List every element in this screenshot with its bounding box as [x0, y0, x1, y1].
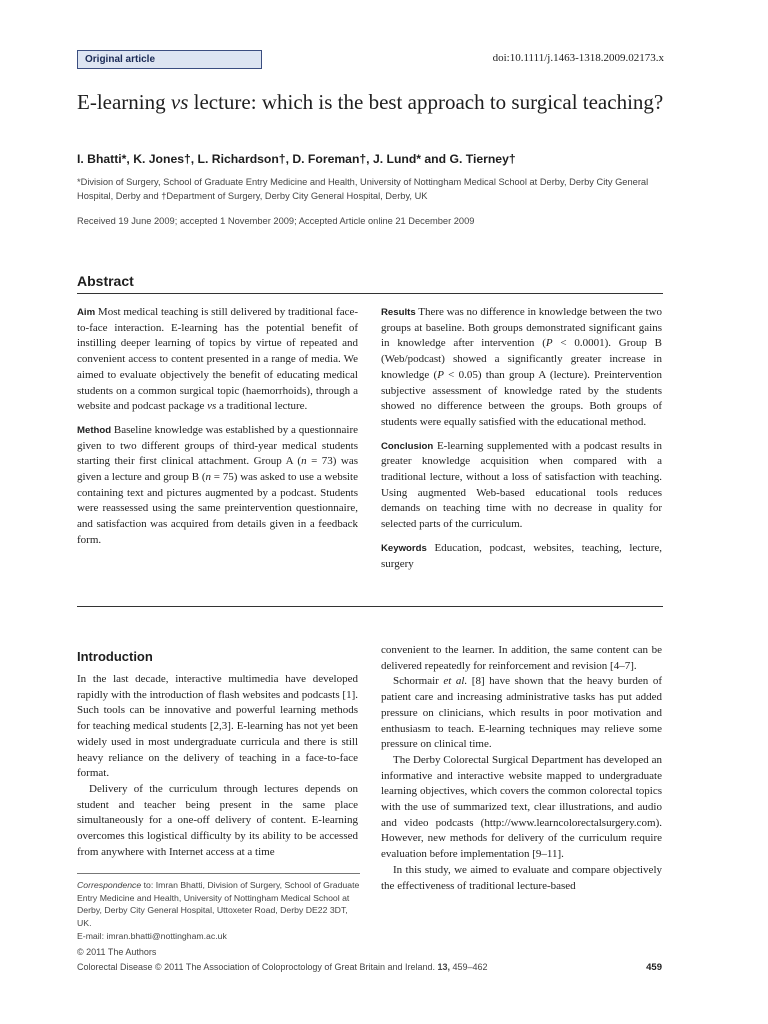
intro-paragraph-5: The Derby Colorectal Surgical Department has developed an informative and interactive website mapped to undergraduate learning objectives, which covers the common colorectal topics with the use of summarized text, clear illustrations, and audio and video podcasts (http://www.learncolorectalsurgery.com). However, new methods for delivery of the curriculum require evaluation before implementation [9–11]. — [381, 753, 662, 861]
received-dates: Received 19 June 2009; accepted 1 November 2009; Accepted Article online 21 December 2009 — [77, 216, 475, 226]
abstract-keywords — [381, 541, 662, 572]
results-text-mid: < 0.0001). Group B (Web/podcast) showed a significantly greater increase in knowledge ( — [381, 337, 662, 381]
doi[interactable]: doi:10.1111/j.1463-1318.2009.02173.x — [492, 52, 664, 64]
p4-text-end: [8] have shown that the heavy burden of patient care and increasing administrative tasks has put added pressure on clinicians, which results in poor motivation and enthusiasm to teach. E-learning techniques may relieve some pressure on clinical time. — [381, 675, 662, 751]
article-type-tag: Original article — [77, 50, 262, 69]
intro-paragraph-2: Delivery of the curriculum through lectures depends on student and teacher being present in the same place simultaneously for a one-off delivery of content. E-learning overcomes this logistical difficulty by its ability to be accessed from anywhere with Internet access at a time — [77, 782, 358, 858]
introduction-heading: Introduction — [77, 649, 153, 664]
abstract-conclusion — [381, 439, 662, 533]
abstract-right-column — [381, 305, 662, 580]
keywords-label: Keywords — [381, 542, 427, 554]
method-text-end: = 75) was asked to use a website containing text and pictures augmented by a podcast. Students were reassessed using the same preintervention questionnaire, and satisfaction was acquired from details given in a feedback form. — [77, 471, 358, 546]
correspondence-label: Correspondence — [77, 880, 142, 890]
p4-etal: et al. — [443, 675, 468, 688]
intro-right-column — [381, 643, 662, 894]
method-text-mid: = 73) was given a lecture and group B ( — [77, 455, 358, 484]
method-label: Method — [77, 424, 112, 436]
aim-text-end: a traditional lecture. — [216, 400, 308, 413]
keywords-text: Education, podcast, websites, teaching, lecture, surgery — [381, 541, 662, 570]
abstract-bottom-rule — [77, 606, 663, 607]
correspondence-rule — [77, 873, 360, 874]
results-text: There was no difference in knowledge between the two groups at baseline. Both groups demonstrated significant gains in knowledge after intervention ( — [381, 306, 662, 350]
title-part1: E-learning — [77, 90, 171, 114]
results-label: Results — [381, 307, 416, 318]
footer-pages: 459–462 — [450, 962, 488, 972]
correspondence-text: to: Imran Bhatti, Division of Surgery, School of Graduate Entry Medicine and Health, University of Nottingham Medical School at Derby, Derby City General Hospital, Uttoxeter Road, Derby DE22 3DT, UK. — [77, 880, 360, 929]
footer-volume: 13, — [437, 962, 451, 972]
title-part2: lecture: which is the best approach to surgical teaching? — [188, 90, 664, 114]
aim-vs: vs — [207, 400, 217, 413]
footer-journal — [77, 962, 488, 972]
article-title — [77, 90, 667, 115]
title-vs: vs — [170, 90, 189, 114]
method-n1: n — [301, 455, 307, 468]
abstract-aim — [77, 305, 358, 415]
aim-text: Most medical teaching is still delivered by traditional face-to-face interaction. E-learning has the potential benefit of instilling deeper learning of topics by virtue of repeated and convenient access to content presented in a range of media. We aimed to evaluate objectively the benefit of educating medical students on a common surgical topic (haemorrhoids), through a website and podcast package — [77, 306, 358, 413]
abstract-left-column — [77, 305, 358, 557]
conclusion-text: E-learning supplemented with a podcast results in greater knowledge acquisition when compared with a traditional lecture, without a loss of satisfaction with teaching. Using augmented Web-based educational tools reduces demands on teaching time with no decrease in quality for selected parts of the curriculum. — [381, 439, 662, 531]
correspondence-email[interactable]: E-mail: imran.bhatti@nottingham.ac.uk — [77, 930, 227, 941]
correspondence-block — [77, 879, 360, 943]
aim-label: Aim — [77, 307, 96, 318]
method-text: Baseline knowledge was established by a questionnaire given to two different groups of third-year medical students starting their first clinical attachment. Group A ( — [77, 423, 358, 468]
conclusion-label: Conclusion — [381, 440, 434, 452]
intro-left-column — [77, 672, 358, 860]
method-n2: n — [205, 471, 211, 484]
abstract-heading: Abstract — [77, 273, 134, 289]
intro-paragraph-3: convenient to the learner. In addition, the same content can be delivered repeatedly for reinforcement and revision [4–7]. — [381, 644, 662, 672]
intro-paragraph-6: In this study, we aimed to evaluate and compare objectively the effectiveness of traditional lecture-based — [381, 863, 662, 892]
intro-paragraph-1: In the last decade, interactive multimedia have developed rapidly with the introduction of flash websites and podcasts [1]. Such tools can be innovative and powerful learning methods for teaching medical students [2,3]. E-learning has not yet been widely used in most undergraduate curricula and there is still heavy reliance on the delivery of teaching in a face-to-face format. — [77, 673, 358, 780]
page-number: 459 — [646, 962, 662, 973]
results-p2: P — [437, 368, 444, 381]
results-p1: P — [545, 337, 553, 350]
abstract-method — [77, 423, 358, 549]
p4-text: Schormair — [393, 675, 444, 688]
intro-paragraph-4 — [381, 674, 662, 753]
author-list: I. Bhatti*, K. Jones†, L. Richardson†, D. Foreman†, J. Lund* and G. Tierney† — [77, 152, 516, 166]
footer-journal-text: Colorectal Disease © 2011 The Association of Coloproctology of Great Britain and Ireland. — [77, 962, 438, 972]
footer-copyright: © 2011 The Authors — [77, 947, 157, 957]
abstract-results — [381, 305, 662, 431]
abstract-top-rule — [77, 293, 663, 294]
results-text-end: < 0.05) than group A (lecture). Preintervention subjective assessment of knowledge rated by the students showed no difference between the groups. Both groups of students were equally satisfied with the educational method. — [381, 368, 662, 428]
correspondence-address — [77, 879, 360, 930]
affiliations: *Division of Surgery, School of Graduate Entry Medicine and Health, University of Nottingham Medical School at Derby, Derby City General Hospital, Derby and †Department of Surgery, Derby City General Hospital, Derby, UK — [77, 177, 649, 201]
